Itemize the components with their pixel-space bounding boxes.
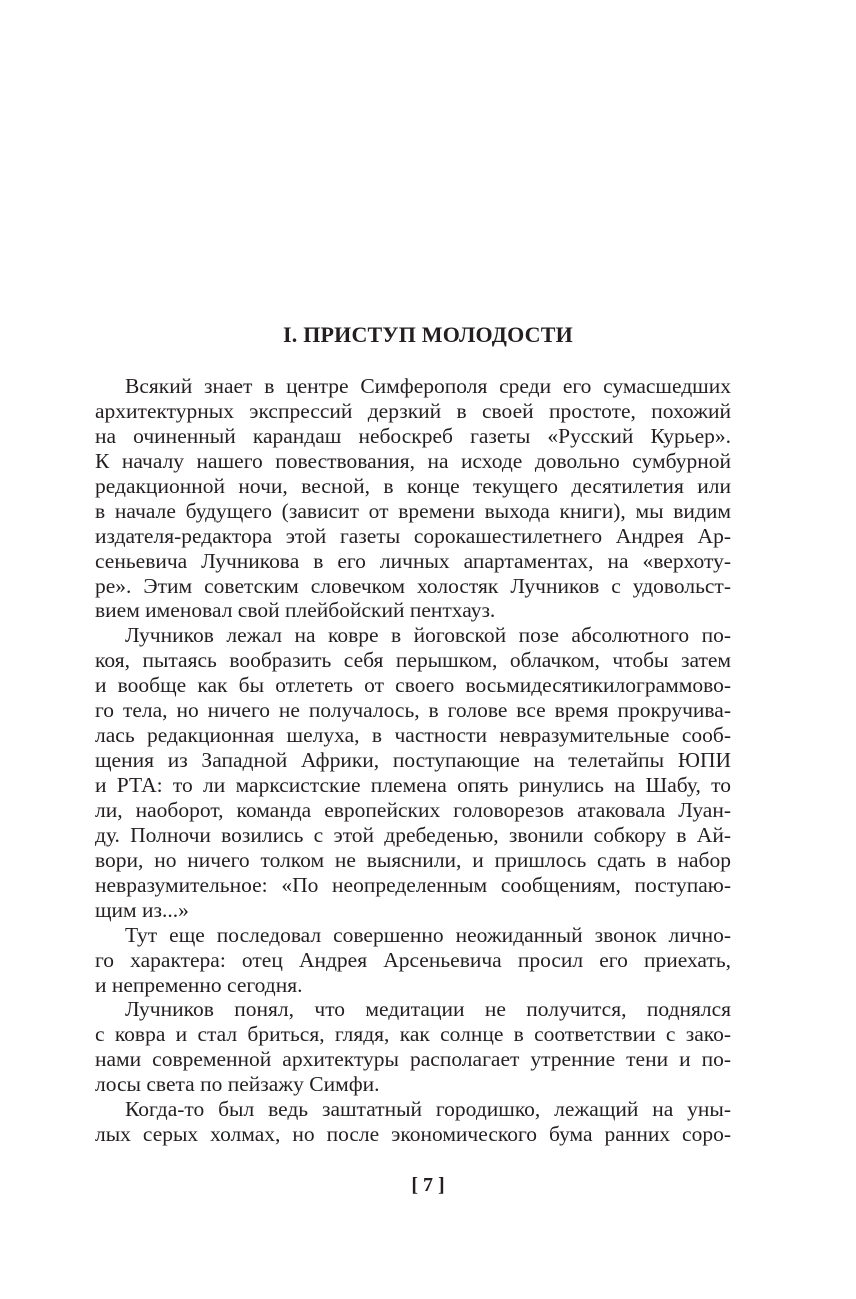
text-line: Когда-то был ведь заштатный городишко, лежащий на уны- — [125, 1097, 731, 1122]
text-line: и РТА: то ли марксистские племена опять ринулись на Шабу, то — [95, 773, 731, 797]
text-line: и вообще как бы отлететь от своего восьмидесятикилограммово- — [95, 673, 731, 698]
text-line: на очиненный карандаш небоскреб газеты «Русский Курьер». — [95, 423, 731, 448]
text-line: архитектурных экспрессий дерзкий в своей простоте, похожий — [95, 398, 731, 423]
text-line: редакционной ночи, весной, в конце текущего десятилетия или — [95, 473, 731, 498]
paragraph — [95, 1097, 731, 1147]
paragraph — [95, 923, 731, 998]
text-line: сеньевича Лучникова в его личных апартаментах, на «верхоту- — [95, 548, 731, 573]
text-line: Лучников лежал на ковре в йоговской позе абсолютного по- — [125, 623, 731, 648]
text-line: го характера: отец Андрея Арсеньевича просил его приехать, — [95, 947, 731, 972]
text-line: издателя-редактора этой газеты сорокашестилетнего Андрея Ар- — [95, 523, 731, 548]
text-line: в начале будущего (зависит от времени выхода книги), мы видим — [95, 498, 731, 523]
text-line: вием именовал свой плейбойский пентхауз. — [95, 598, 496, 623]
text-line: лосы света по пейзажу Симфи. — [95, 1072, 380, 1097]
text-line: Лучников понял, что медитации не получится, поднялся — [125, 997, 731, 1022]
text-line: щим из...» — [95, 897, 189, 922]
text-line: с ковра и стал бриться, глядя, как солнце в соответствии с зако- — [95, 1022, 731, 1047]
text-line: ду. Полночи возились с этой дребеденью, звонили собкору в Ай- — [95, 822, 731, 847]
text-line: нами современной архитектуры располагает утренние тени и по- — [95, 1047, 731, 1072]
text-line: щения из Западной Африки, поступающие на телетайпы ЮПИ — [95, 748, 731, 773]
text-line: ре». Этим советским словечком холостяк Лучников с удовольст- — [95, 573, 731, 598]
page-number: [ 7 ] — [411, 1174, 445, 1196]
text-line: К началу нашего повествования, на исходе довольно сумбурной — [95, 448, 731, 473]
text-line: невразумительное: «По неопределенным сообщениям, поступаю- — [95, 872, 731, 897]
text-line: вори, но ничего толком не выяснили, и пришлось сдать в набор — [95, 847, 731, 872]
text-line: го тела, но ничего не получалось, в голове все время прокручива- — [95, 698, 731, 723]
paragraph — [95, 997, 731, 1097]
text-line: лась редакционная шелуха, в частности невразумительные сооб- — [95, 723, 731, 748]
text-line: лых серых холмах, но после экономического бума ранних соро- — [95, 1122, 731, 1147]
paragraph — [95, 623, 731, 922]
text-line: коя, пытаясь вообразить себя перышком, облачком, чтобы затем — [95, 648, 731, 673]
text-line: ли, наоборот, команда европейских головорезов атаковала Луан- — [95, 797, 731, 822]
chapter-title: I. ПРИСТУП МОЛОДОСТИ — [283, 322, 573, 347]
text-line: Всякий знает в центре Симферополя среди его сумасшедших — [125, 374, 731, 398]
text-line: Тут еще последовал совершенно неожиданный звонок лично- — [125, 922, 731, 947]
text-line: и непременно сегодня. — [95, 972, 303, 997]
body-text — [95, 374, 731, 1147]
paragraph — [95, 374, 731, 623]
